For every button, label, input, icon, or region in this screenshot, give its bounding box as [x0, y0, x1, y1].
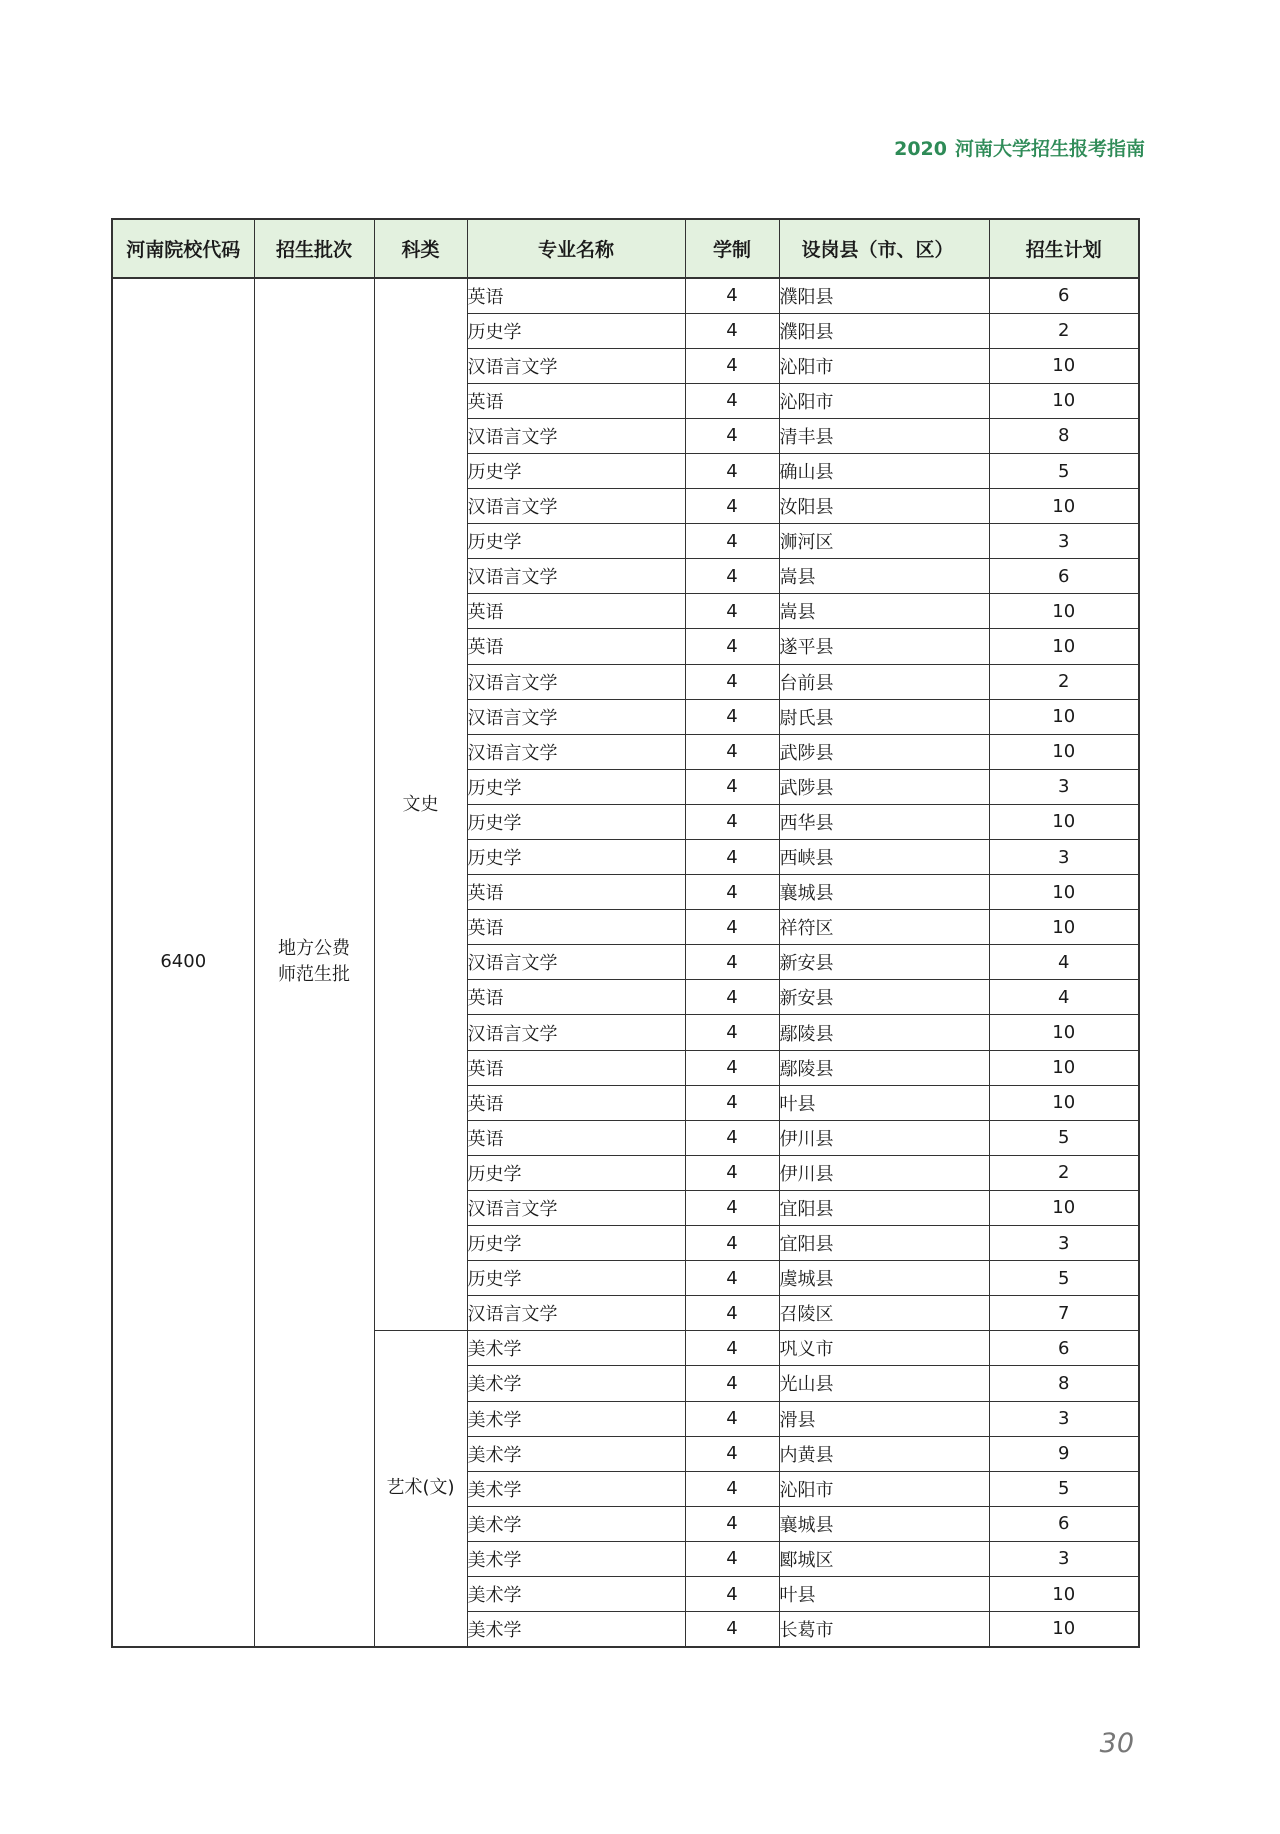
plan-cell: 3: [989, 524, 1139, 559]
plan-cell: 9: [989, 1436, 1139, 1471]
plan-cell: 4: [989, 980, 1139, 1015]
school-code-cell: 6400: [112, 278, 254, 1647]
county-cell: 尉氏县: [779, 699, 989, 734]
county-cell: 新安县: [779, 945, 989, 980]
county-cell: 新安县: [779, 980, 989, 1015]
county-cell: 长葛市: [779, 1612, 989, 1647]
plan-cell: 2: [989, 1155, 1139, 1190]
major-cell: 美术学: [467, 1401, 685, 1436]
major-cell: 英语: [467, 629, 685, 664]
years-cell: 4: [685, 348, 779, 383]
major-cell: 汉语言文学: [467, 734, 685, 769]
major-cell: 美术学: [467, 1331, 685, 1366]
years-cell: 4: [685, 559, 779, 594]
plan-cell: 5: [989, 453, 1139, 488]
plan-cell: 3: [989, 1541, 1139, 1576]
county-cell: 滑县: [779, 1401, 989, 1436]
major-cell: 历史学: [467, 769, 685, 804]
years-cell: 4: [685, 278, 779, 313]
years-cell: 4: [685, 453, 779, 488]
major-cell: 历史学: [467, 804, 685, 839]
category-cell: 艺术(文): [374, 1331, 467, 1647]
county-cell: 宜阳县: [779, 1190, 989, 1225]
plan-cell: 4: [989, 945, 1139, 980]
major-cell: 汉语言文学: [467, 664, 685, 699]
plan-cell: 5: [989, 1471, 1139, 1506]
major-cell: 美术学: [467, 1612, 685, 1647]
county-cell: 召陵区: [779, 1296, 989, 1331]
county-cell: 西华县: [779, 804, 989, 839]
plan-cell: 10: [989, 875, 1139, 910]
major-cell: 历史学: [467, 1226, 685, 1261]
major-cell: 汉语言文学: [467, 559, 685, 594]
county-cell: 嵩县: [779, 559, 989, 594]
years-cell: 4: [685, 1190, 779, 1225]
county-cell: 嵩县: [779, 594, 989, 629]
plan-cell: 2: [989, 664, 1139, 699]
major-cell: 历史学: [467, 524, 685, 559]
county-cell: 襄城县: [779, 875, 989, 910]
years-cell: 4: [685, 980, 779, 1015]
years-cell: 4: [685, 1436, 779, 1471]
major-cell: 英语: [467, 1085, 685, 1120]
years-cell: 4: [685, 313, 779, 348]
major-cell: 英语: [467, 278, 685, 313]
plan-cell: 2: [989, 313, 1139, 348]
plan-cell: 5: [989, 1261, 1139, 1296]
plan-cell: 10: [989, 383, 1139, 418]
county-cell: 沁阳市: [779, 1471, 989, 1506]
enrollment-plan-table: [111, 218, 1140, 1648]
major-cell: 英语: [467, 1120, 685, 1155]
years-cell: 4: [685, 1471, 779, 1506]
years-cell: 4: [685, 875, 779, 910]
years-cell: 4: [685, 664, 779, 699]
major-cell: 历史学: [467, 313, 685, 348]
plan-cell: 3: [989, 769, 1139, 804]
years-cell: 4: [685, 594, 779, 629]
major-cell: 汉语言文学: [467, 945, 685, 980]
major-cell: 汉语言文学: [467, 699, 685, 734]
county-cell: 确山县: [779, 453, 989, 488]
batch-cell: [254, 278, 374, 1647]
county-cell: 叶县: [779, 1576, 989, 1611]
county-cell: 内黄县: [779, 1436, 989, 1471]
plan-cell: 10: [989, 910, 1139, 945]
county-cell: 伊川县: [779, 1155, 989, 1190]
plan-cell: 10: [989, 1190, 1139, 1225]
county-cell: 光山县: [779, 1366, 989, 1401]
years-cell: 4: [685, 1401, 779, 1436]
years-cell: 4: [685, 910, 779, 945]
category-cell: 文史: [374, 278, 467, 1331]
county-cell: 沁阳市: [779, 383, 989, 418]
major-cell: 汉语言文学: [467, 1015, 685, 1050]
plan-cell: 10: [989, 804, 1139, 839]
years-cell: 4: [685, 1155, 779, 1190]
plan-cell: 3: [989, 1401, 1139, 1436]
column-header-category: 科类: [374, 219, 467, 278]
page-number: 30: [1099, 1728, 1134, 1759]
plan-cell: 10: [989, 1085, 1139, 1120]
plan-cell: 6: [989, 278, 1139, 313]
years-cell: 4: [685, 524, 779, 559]
plan-cell: 10: [989, 1050, 1139, 1085]
major-cell: 汉语言文学: [467, 1190, 685, 1225]
table-row: [112, 278, 1139, 313]
plan-cell: 10: [989, 629, 1139, 664]
years-cell: 4: [685, 383, 779, 418]
major-cell: 历史学: [467, 1261, 685, 1296]
plan-cell: 10: [989, 1612, 1139, 1647]
major-cell: 美术学: [467, 1366, 685, 1401]
batch-line-2: 师范生批: [278, 964, 350, 986]
county-cell: 濮阳县: [779, 313, 989, 348]
county-cell: 武陟县: [779, 769, 989, 804]
plan-cell: 5: [989, 1120, 1139, 1155]
county-cell: 伊川县: [779, 1120, 989, 1155]
column-header-batch: 招生批次: [254, 219, 374, 278]
years-cell: 4: [685, 629, 779, 664]
plan-cell: 8: [989, 418, 1139, 453]
major-cell: 英语: [467, 383, 685, 418]
major-cell: 历史学: [467, 1155, 685, 1190]
county-cell: 遂平县: [779, 629, 989, 664]
major-cell: 美术学: [467, 1576, 685, 1611]
county-cell: 虞城县: [779, 1261, 989, 1296]
plan-cell: 10: [989, 1576, 1139, 1611]
county-cell: 沁阳市: [779, 348, 989, 383]
header-text: 河南大学招生报考指南: [954, 138, 1145, 160]
plan-cell: 6: [989, 1506, 1139, 1541]
column-header-county: 设岗县（市、区）: [779, 219, 989, 278]
table-header-row: [112, 219, 1139, 278]
years-cell: 4: [685, 1506, 779, 1541]
major-cell: 美术学: [467, 1541, 685, 1576]
county-cell: 武陟县: [779, 734, 989, 769]
county-cell: 汝阳县: [779, 489, 989, 524]
county-cell: 鄢陵县: [779, 1015, 989, 1050]
plan-cell: 10: [989, 594, 1139, 629]
years-cell: 4: [685, 1296, 779, 1331]
major-cell: 英语: [467, 980, 685, 1015]
plan-cell: 10: [989, 348, 1139, 383]
years-cell: 4: [685, 840, 779, 875]
plan-cell: 8: [989, 1366, 1139, 1401]
county-cell: 叶县: [779, 1085, 989, 1120]
county-cell: 台前县: [779, 664, 989, 699]
years-cell: 4: [685, 734, 779, 769]
plan-cell: 6: [989, 1331, 1139, 1366]
column-header-plan: 招生计划: [989, 219, 1139, 278]
years-cell: 4: [685, 945, 779, 980]
major-cell: 汉语言文学: [467, 348, 685, 383]
plan-cell: 3: [989, 1226, 1139, 1261]
major-cell: 英语: [467, 1050, 685, 1085]
years-cell: 4: [685, 769, 779, 804]
years-cell: 4: [685, 1331, 779, 1366]
county-cell: 郾城区: [779, 1541, 989, 1576]
years-cell: 4: [685, 1050, 779, 1085]
major-cell: 历史学: [467, 840, 685, 875]
major-cell: 英语: [467, 910, 685, 945]
years-cell: 4: [685, 418, 779, 453]
header-year: 2020: [894, 138, 947, 160]
major-cell: 历史学: [467, 453, 685, 488]
county-cell: 宜阳县: [779, 1226, 989, 1261]
plan-cell: 10: [989, 699, 1139, 734]
major-cell: 美术学: [467, 1436, 685, 1471]
years-cell: 4: [685, 1261, 779, 1296]
county-cell: 清丰县: [779, 418, 989, 453]
page-header-title: [894, 134, 1145, 161]
years-cell: 4: [685, 1120, 779, 1155]
column-header-school-code: 河南院校代码: [112, 219, 254, 278]
county-cell: 浉河区: [779, 524, 989, 559]
county-cell: 西峡县: [779, 840, 989, 875]
plan-cell: 6: [989, 559, 1139, 594]
column-header-major: 专业名称: [467, 219, 685, 278]
county-cell: 鄢陵县: [779, 1050, 989, 1085]
table-body: [112, 278, 1139, 1647]
plan-cell: 10: [989, 1015, 1139, 1050]
county-cell: 濮阳县: [779, 278, 989, 313]
major-cell: 英语: [467, 875, 685, 910]
column-header-years: 学制: [685, 219, 779, 278]
years-cell: 4: [685, 699, 779, 734]
years-cell: 4: [685, 1612, 779, 1647]
years-cell: 4: [685, 1226, 779, 1261]
years-cell: 4: [685, 489, 779, 524]
years-cell: 4: [685, 1015, 779, 1050]
major-cell: 英语: [467, 594, 685, 629]
years-cell: 4: [685, 1366, 779, 1401]
major-cell: 汉语言文学: [467, 489, 685, 524]
major-cell: 美术学: [467, 1471, 685, 1506]
county-cell: 巩义市: [779, 1331, 989, 1366]
major-cell: 美术学: [467, 1506, 685, 1541]
plan-cell: 7: [989, 1296, 1139, 1331]
years-cell: 4: [685, 1085, 779, 1120]
years-cell: 4: [685, 1541, 779, 1576]
plan-cell: 10: [989, 734, 1139, 769]
major-cell: 汉语言文学: [467, 1296, 685, 1331]
plan-cell: 10: [989, 489, 1139, 524]
years-cell: 4: [685, 1576, 779, 1611]
batch-line-1: 地方公费: [278, 938, 350, 960]
major-cell: 汉语言文学: [467, 418, 685, 453]
plan-cell: 3: [989, 840, 1139, 875]
county-cell: 祥符区: [779, 910, 989, 945]
county-cell: 襄城县: [779, 1506, 989, 1541]
years-cell: 4: [685, 804, 779, 839]
